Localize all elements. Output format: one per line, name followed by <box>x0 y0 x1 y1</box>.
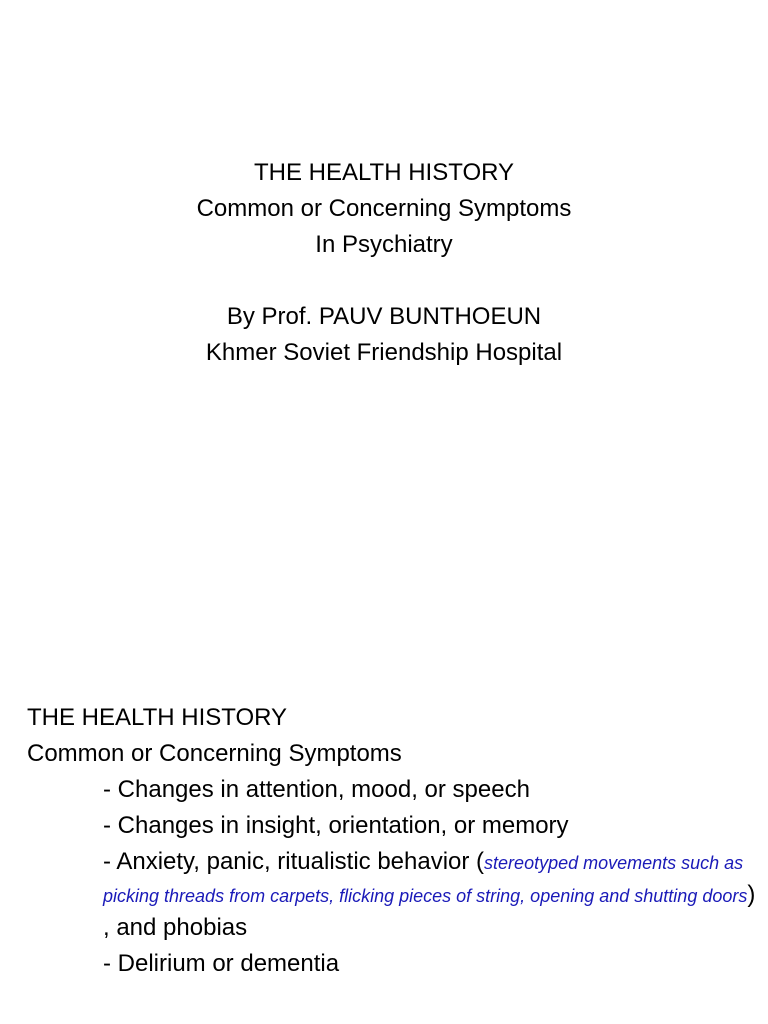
symptoms-list <box>27 700 757 982</box>
bullet-attention-mood-speech: - Changes in attention, mood, or speech <box>103 776 530 803</box>
anxiety-bullet-suffix: ) , and phobias <box>103 881 756 941</box>
title-line-2: Common or Concerning Symptoms <box>196 195 572 222</box>
hospital-line: Khmer Soviet Friendship Hospital <box>205 339 563 366</box>
bullet-insight-orientation-memory: - Changes in insight, orientation, or memory <box>103 812 569 839</box>
author-line: By Prof. PAUV BUNTHOEUN <box>226 303 542 330</box>
title-line-1: THE HEALTH HISTORY <box>253 159 515 186</box>
slide-subheading: Common or Concerning Symptoms <box>27 740 402 767</box>
title-line-3: In Psychiatry <box>315 231 453 258</box>
ritualistic-behavior-note: stereotyped movements such as picking threads from carpets, flicking pieces of string, opening and shutting doors <box>103 853 748 906</box>
title-block <box>0 155 768 371</box>
slide-heading: THE HEALTH HISTORY <box>27 704 288 731</box>
anxiety-bullet-prefix: - Anxiety, panic, ritualistic behavior ( <box>103 848 485 875</box>
title-spacer <box>0 263 768 299</box>
content-slide <box>0 512 768 1024</box>
bullet-delirium-dementia: - Delirium or dementia <box>103 950 340 977</box>
bullet-anxiety-panic <box>27 846 757 944</box>
